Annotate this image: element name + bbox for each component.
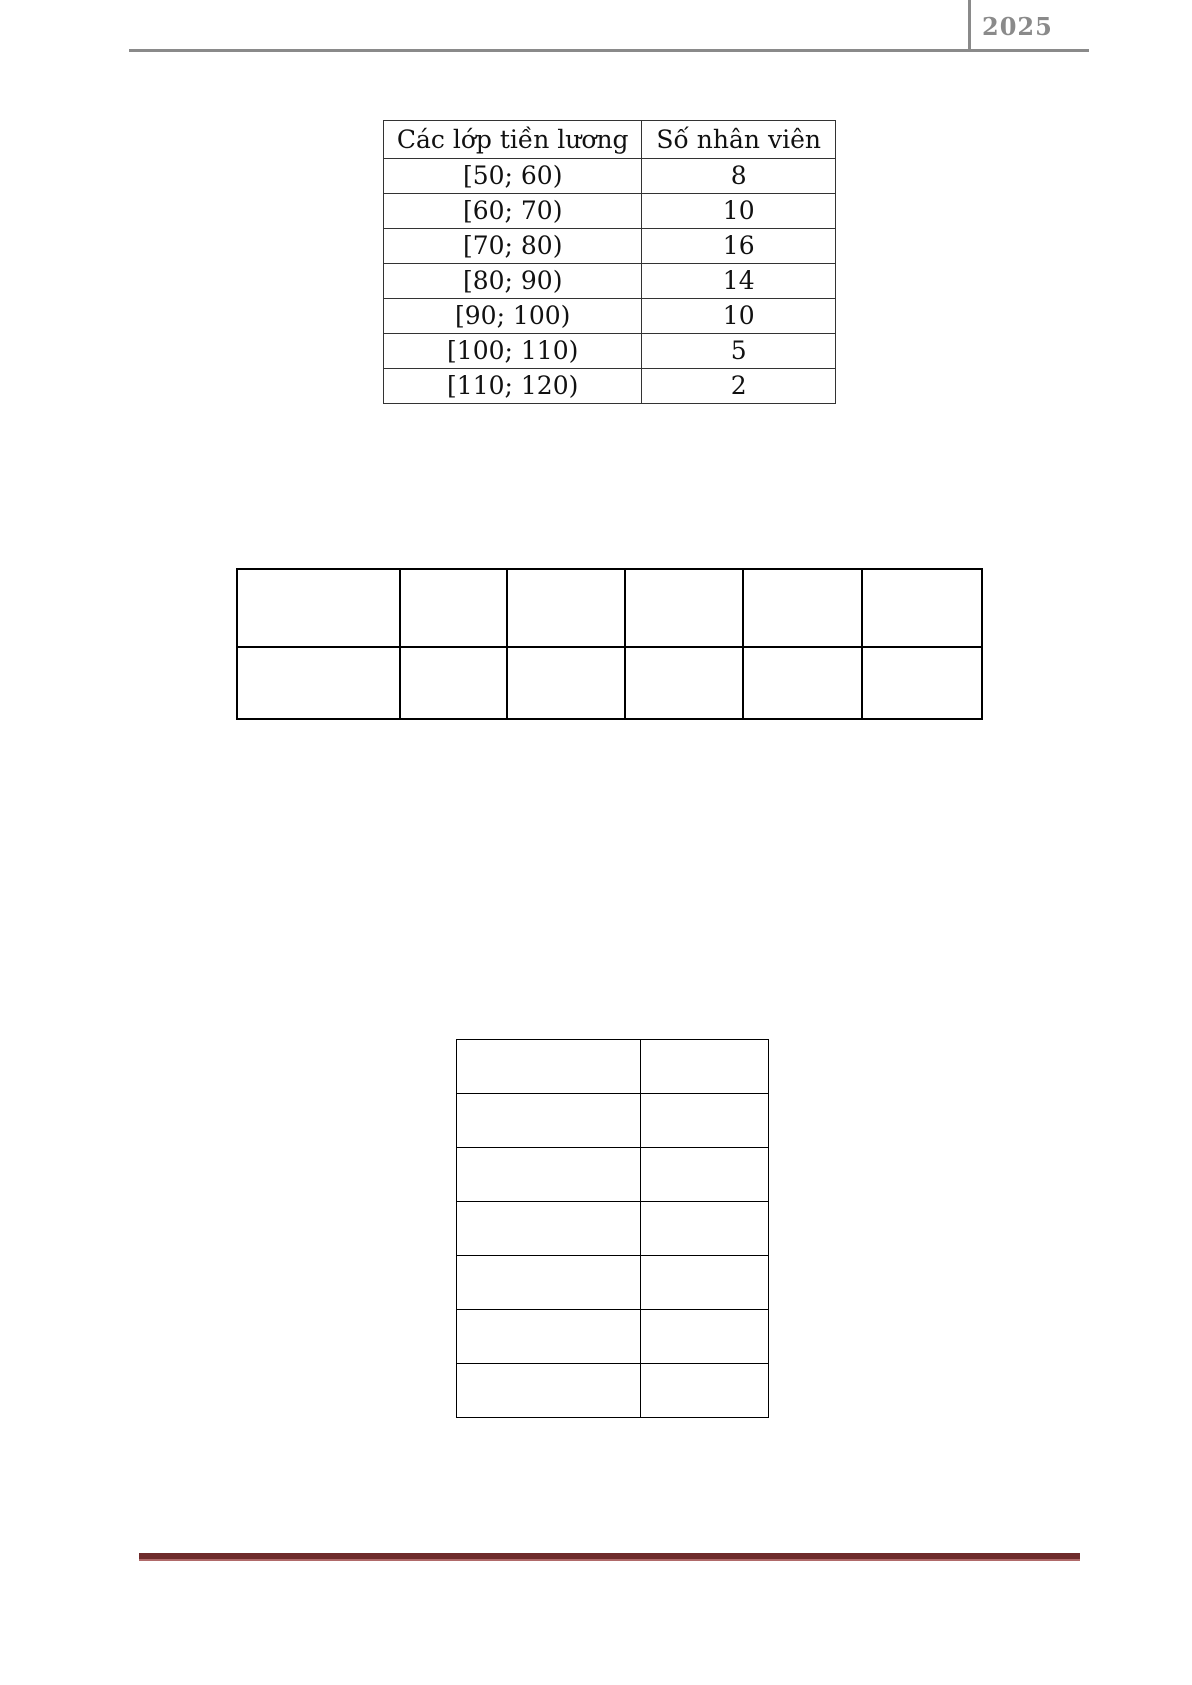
table-row bbox=[457, 1256, 769, 1310]
empty-cell bbox=[625, 569, 743, 647]
empty-cell bbox=[641, 1256, 769, 1310]
table-row bbox=[384, 334, 836, 369]
empty-cell bbox=[743, 569, 861, 647]
header-divider bbox=[968, 0, 971, 51]
salary-class-cell: [110; 120) bbox=[384, 369, 642, 404]
table-row bbox=[384, 369, 836, 404]
empty-cell bbox=[237, 647, 400, 719]
empty-cell bbox=[400, 647, 506, 719]
salary-class-cell: [60; 70) bbox=[384, 194, 642, 229]
table-row bbox=[384, 159, 836, 194]
empty-answer-grid-vertical bbox=[456, 1039, 769, 1418]
salary-class-cell: [90; 100) bbox=[384, 299, 642, 334]
employee-count-cell: 10 bbox=[642, 299, 836, 334]
employee-count-cell: 14 bbox=[642, 264, 836, 299]
empty-cell bbox=[641, 1094, 769, 1148]
empty-cell bbox=[862, 569, 982, 647]
table-row bbox=[457, 1094, 769, 1148]
table-row bbox=[457, 1310, 769, 1364]
table-row bbox=[457, 1040, 769, 1094]
empty-cell bbox=[641, 1310, 769, 1364]
table-row bbox=[384, 194, 836, 229]
empty-cell bbox=[507, 569, 625, 647]
empty-cell bbox=[457, 1148, 641, 1202]
table-row bbox=[384, 264, 836, 299]
empty-cell bbox=[641, 1364, 769, 1418]
empty-cell bbox=[641, 1040, 769, 1094]
empty-cell bbox=[625, 647, 743, 719]
column-header-employee-count: Số nhân viên bbox=[642, 121, 836, 159]
footer-rule bbox=[139, 1553, 1080, 1561]
table-row bbox=[237, 569, 982, 647]
empty-cell bbox=[457, 1202, 641, 1256]
table-row bbox=[457, 1202, 769, 1256]
employee-count-cell: 8 bbox=[642, 159, 836, 194]
salary-class-cell: [80; 90) bbox=[384, 264, 642, 299]
empty-cell bbox=[457, 1256, 641, 1310]
empty-cell bbox=[237, 569, 400, 647]
empty-answer-grid-horizontal bbox=[236, 568, 983, 720]
salary-table bbox=[383, 120, 836, 404]
employee-count-cell: 10 bbox=[642, 194, 836, 229]
header-year: 2025 bbox=[982, 12, 1053, 41]
table-row bbox=[384, 229, 836, 264]
empty-cell bbox=[400, 569, 506, 647]
empty-cell bbox=[457, 1364, 641, 1418]
empty-cell bbox=[862, 647, 982, 719]
salary-class-cell: [70; 80) bbox=[384, 229, 642, 264]
table-row bbox=[457, 1364, 769, 1418]
empty-cell bbox=[641, 1202, 769, 1256]
table-row bbox=[457, 1148, 769, 1202]
empty-cell bbox=[457, 1040, 641, 1094]
column-header-salary-class: Các lớp tiền lương bbox=[384, 121, 642, 159]
empty-cell bbox=[457, 1310, 641, 1364]
employee-count-cell: 2 bbox=[642, 369, 836, 404]
employee-count-cell: 16 bbox=[642, 229, 836, 264]
salary-class-cell: [100; 110) bbox=[384, 334, 642, 369]
empty-cell bbox=[641, 1148, 769, 1202]
table-row bbox=[384, 299, 836, 334]
table-header-row bbox=[384, 121, 836, 159]
employee-count-cell: 5 bbox=[642, 334, 836, 369]
empty-cell bbox=[507, 647, 625, 719]
empty-cell bbox=[743, 647, 861, 719]
header-rule bbox=[129, 49, 1089, 52]
salary-class-cell: [50; 60) bbox=[384, 159, 642, 194]
empty-cell bbox=[457, 1094, 641, 1148]
table-row bbox=[237, 647, 982, 719]
